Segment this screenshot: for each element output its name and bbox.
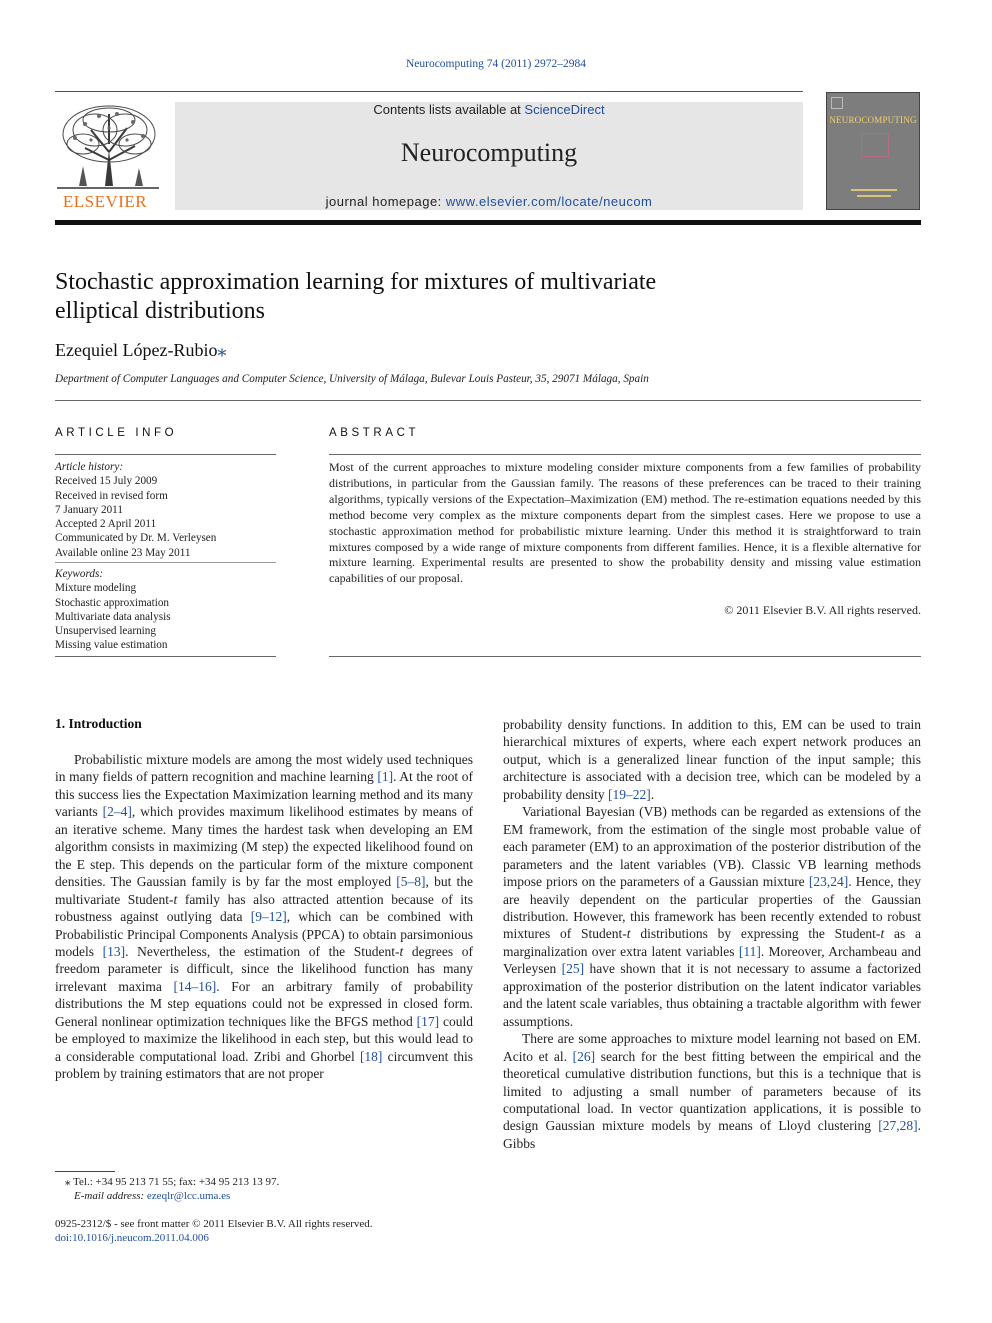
keyword: Stochastic approximation [55, 596, 170, 609]
homepage-line [175, 194, 803, 209]
footnote-tel [55, 1175, 473, 1189]
text-run: search for the best fitting between the empirical and the theoretical cumulative distribution functions, but this is a technique that is limited to adjusting a small number of parameters because of its computational load. In vector quantization applications, it is possible to design Gaussian mixture models by means of Lloyd clustering [503, 1048, 921, 1134]
keywords-label: Keywords: [55, 568, 104, 580]
text-run: . Gibbs [503, 1118, 921, 1151]
footnote [55, 1175, 473, 1203]
footnote-tel-text: Tel.: +34 95 213 71 55; fax: +34 95 213 13 97. [70, 1176, 280, 1188]
citation-link[interactable]: [13] [102, 943, 126, 959]
title-line: elliptical distributions [55, 298, 265, 324]
text-run: family has also attracted attention because of its robustness against outlying data [55, 891, 473, 925]
homepage-link[interactable]: www.elsevier.com/locate/neucom [445, 194, 653, 209]
history-item: Accepted 2 April 2011 [55, 518, 157, 531]
text-run: . For an arbitrary family of probability distributions the M step equations could not be expressed in closed form. General nonlinear optimization techniques like the BFGS method [55, 978, 473, 1029]
affiliation: Department of Computer Languages and Computer Science, University of Málaga, Bulevar Louis Pasteur, 35, 29071 Málaga, Spain [55, 373, 649, 385]
abstract-rule [329, 454, 921, 455]
journal-name: Neurocomputing [400, 138, 578, 167]
article-info-heading: ARTICLE INFO [55, 427, 178, 439]
history-item: 7 January 2011 [55, 503, 123, 516]
history-label: Article history: [55, 461, 124, 473]
text-run: have shown that it is not necessary to assume a factorized approximation of the posterior distribution on the latent indicator variables and the latent scale variables, thus obtaining a tractable algorithm with fewer assumptions. [503, 961, 921, 1029]
author-footnote-mark[interactable]: ⁎ [217, 340, 227, 360]
italic-text: t [626, 926, 631, 942]
keyword: Unsupervised learning [55, 625, 156, 638]
footnote-mark: ⁎ [65, 1176, 71, 1188]
paragraph [503, 1030, 921, 1152]
cover-grid-icon [861, 133, 889, 157]
abstract-heading: ABSTRACT [329, 427, 420, 439]
body-column-left [55, 751, 473, 1083]
text-run: as a marginalization over extra latent variables [503, 926, 921, 959]
article-history [55, 460, 276, 560]
email-link[interactable]: ezeqlr@lcc.uma.es [144, 1190, 231, 1203]
italic-text: t [399, 943, 404, 959]
sciencedirect-link[interactable]: ScienceDirect [524, 102, 605, 117]
history-item: Communicated by Dr. M. Verleysen [55, 532, 217, 545]
article-info-rule [55, 656, 276, 657]
paragraph [503, 803, 921, 1030]
text-run: degrees of freedom parameter is difficult, since the likelihood function has many irrelevant maxima [55, 943, 473, 994]
elsevier-logo [55, 100, 167, 212]
copyright: © 2011 Elsevier B.V. All rights reserved. [724, 603, 921, 617]
citation-link[interactable]: [9–12] [250, 909, 287, 925]
citation-link[interactable]: [5–8] [396, 874, 426, 890]
footnote-email [55, 1189, 473, 1203]
text-run: There are some approaches to mixture model learning not based on EM. Acito et al. [503, 1031, 921, 1064]
history-item: Received 15 July 2009 [55, 475, 158, 488]
text-run: Variational Bayesian (VB) methods can be regarded as extensions of the EM framework, from the estimation of the single most probable value of each parameter (EM) to an approximation of the posterior distribution of the parameters and the latent variables (VB). Classic VB learning methods impose priors on the parameters of a Gaussian mixture [503, 804, 921, 890]
citation-link[interactable]: [11] [738, 943, 761, 959]
text-run: , which can be combined with Probabilistic Principal Components Analysis (PPCA) to obtain parsimonious models [55, 909, 473, 959]
header-thick-rule [55, 220, 921, 225]
contents-line [175, 102, 803, 117]
cover-decoration [857, 195, 891, 197]
citation-link[interactable]: [27,28] [878, 1118, 918, 1134]
keyword: Missing value estimation [55, 639, 168, 652]
issn-footer [55, 1217, 473, 1245]
abstract-text: Most of the current approaches to mixture modeling consider mixture components from a few families of probability distributions, in particular from the Gaussian family. The reasons of these preferences can be traced to their training algorithms, typically versions of the Expectation–Maximization (EM) method. The re-estimation equations needed by this method become very complex as the mixture components depart from the simplest cases. Here we propose to use a stochastic approximation method for probabilistic mixture learning. Under this method it is straightforward to train mixtures composed by a wide range of mixture components from different families. Hence, it is a flexible alternative for mixture learning. Experimental results are presented to show the probability density and missing value estimation capabilities of our proposal. [329, 460, 921, 586]
cover-title: NEUROCOMPUTING [829, 115, 917, 125]
author [55, 340, 226, 361]
text-run: distributions by expressing the Student- [630, 926, 881, 942]
paragraph [55, 751, 473, 1083]
paragraph [503, 716, 921, 803]
text-run: could be employed to maximize the likelihood in each step, but this would lead to a considerable computational load. Zribi and Ghorbel [55, 1013, 474, 1064]
citation-link[interactable]: [18] [359, 1048, 383, 1064]
section-heading-introduction: 1. Introduction [55, 716, 142, 731]
citation-link[interactable]: [19–22] [608, 786, 651, 802]
text-run: . Nevertheless, the estimation of the Student- [125, 943, 400, 959]
citation-link[interactable]: [17] [416, 1013, 440, 1029]
keyword: Multivariate data analysis [55, 610, 171, 623]
text-run: , which provides maximum likelihood estimates by means of an iterative scheme. Many times the hardest task when developing an EM algorithm consists in maximizing (M step) the expected likelihood found on the E step. This depends on the particular form of the mixture component densities. The Gaussian family is by far the most employed [55, 804, 473, 890]
section-rule [55, 400, 921, 401]
citation-link[interactable]: [23,24] [808, 874, 849, 890]
history-item: Received in revised form [55, 489, 168, 502]
journal-citation[interactable]: Neurocomputing 74 (2011) 2972–2984 [405, 58, 587, 70]
article-info-rule [55, 562, 276, 563]
abstract-rule [329, 656, 921, 657]
text-run: Probabilistic mixture models are among the most widely used techniques in many fields of pattern recognition and machine learning [55, 752, 473, 785]
cover-logo-icon [831, 97, 843, 109]
contents-prefix: Contents lists available at [373, 102, 525, 117]
body-column-right [503, 716, 921, 1152]
email-label: E-mail address: [74, 1190, 145, 1203]
italic-text: t [880, 926, 885, 942]
publisher-wordmark: ELSEVIER [62, 192, 148, 211]
homepage-prefix: journal homepage: [325, 194, 446, 209]
article-info-rule [55, 454, 276, 455]
author-name: Ezequiel López-Rubio [55, 340, 218, 360]
text-run: . Hence, they are heavily dependent on the particular properties of the Gaussian distribution. However, this framework has been recently extended to robust mixtures of Student- [503, 874, 922, 942]
italic-text: t [173, 891, 178, 907]
header-rule [55, 91, 803, 92]
footnote-rule [55, 1171, 115, 1172]
history-item: Available online 23 May 2011 [55, 546, 191, 559]
text-run: circumvent this problem by training estimators that are not proper [55, 1048, 473, 1082]
citation-link[interactable]: [2–4] [102, 804, 132, 820]
citation-link[interactable]: [1] [377, 769, 394, 785]
text-run: . Moreover, Archambeau and Verleysen [503, 943, 922, 977]
citation-link[interactable]: [14–16] [173, 978, 217, 994]
cover-decoration [851, 189, 897, 191]
keywords [55, 567, 276, 653]
text-run: probability density functions. In addition to this, EM can be used to train hierarchical mixtures of experts, where each expert network produces an output, which is a generalized linear function of the input sample; this architecture is associated with a decision tree, which can be modeled by a probability density [503, 717, 921, 802]
keyword: Mixture modeling [55, 582, 137, 595]
doi-link[interactable]: doi:10.1016/j.neucom.2011.04.006 [55, 1232, 209, 1245]
issn-line: 0925-2312/$ - see front matter © 2011 Elsevier B.V. All rights reserved. [55, 1218, 373, 1230]
citation-link[interactable]: [26] [572, 1048, 596, 1064]
text-run: , but the multivariate Student- [55, 874, 473, 907]
text-run: . [650, 786, 655, 802]
journal-banner [175, 102, 803, 210]
journal-cover [826, 92, 920, 210]
text-run: . At the root of this success lies the Expectation Maximization learning method and its many variants [55, 769, 473, 820]
title-line: Stochastic approximation learning for mixtures of multivariate [55, 269, 657, 295]
citation-link[interactable]: [25] [561, 961, 585, 977]
article-title [55, 268, 855, 326]
